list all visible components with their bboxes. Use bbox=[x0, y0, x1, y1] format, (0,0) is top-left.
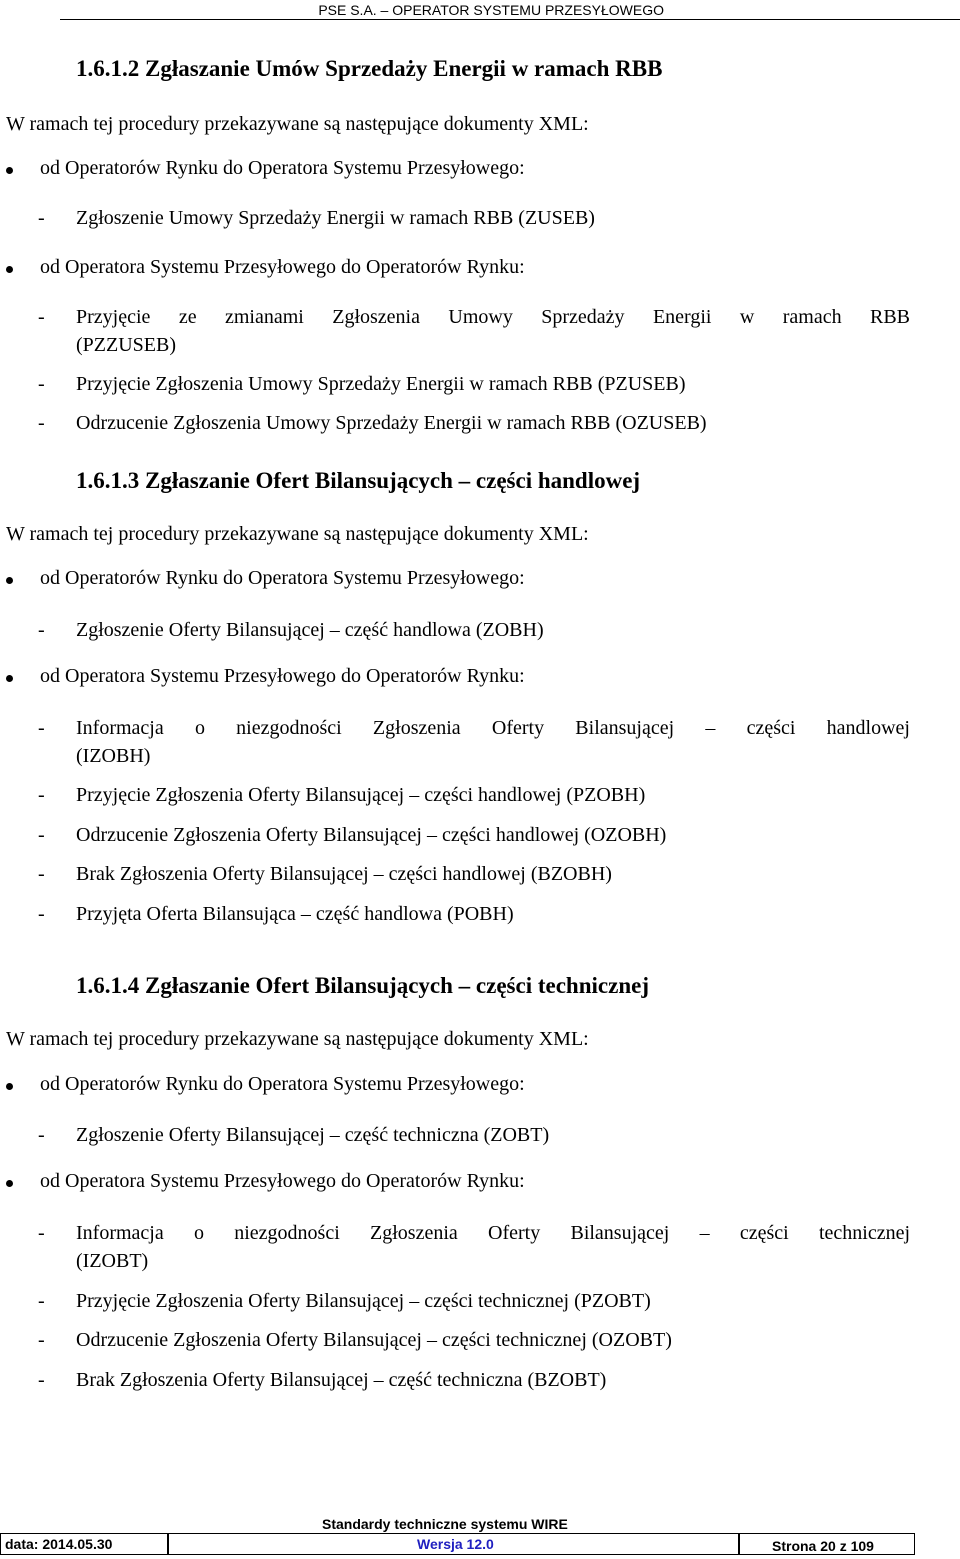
footer-title: Standardy techniczne systemu WIRE bbox=[322, 1516, 568, 1532]
bullet-icon bbox=[6, 1083, 13, 1090]
section-intro: W ramach tej procedury przekazywane są następujące dokumenty XML: bbox=[6, 1028, 589, 1050]
footer-date-cell bbox=[0, 1533, 168, 1555]
list-item-continuation: (PZZUSEB) bbox=[76, 334, 176, 356]
bullet-item: od Operatorów Rynku do Operatora Systemu Przesyłowego: bbox=[0, 1073, 960, 1099]
footer-version: Wersja 12.0 bbox=[417, 1536, 494, 1552]
bullet-item: od Operatora Systemu Przesyłowego do Operatorów Rynku: bbox=[0, 1170, 960, 1196]
bullet-item: od Operatorów Rynku do Operatora Systemu Przesyłowego: bbox=[0, 157, 960, 183]
header-rule bbox=[60, 19, 960, 20]
bullet-icon bbox=[6, 266, 13, 273]
list-item-continuation: (IZOBT) bbox=[76, 1250, 149, 1272]
bullet-item: od Operatora Systemu Przesyłowego do Operatorów Rynku: bbox=[0, 256, 960, 282]
bullet-icon bbox=[6, 675, 13, 682]
page-footer bbox=[0, 1516, 960, 1559]
section-heading: 1.6.1.4 Zgłaszanie Ofert Bilansujących – części technicznej bbox=[76, 973, 649, 998]
bullet-item: od Operatora Systemu Przesyłowego do Operatorów Rynku: bbox=[0, 665, 960, 691]
footer-page-number: Strona 20 z 109 bbox=[772, 1538, 874, 1554]
footer-version-cell bbox=[168, 1533, 739, 1555]
bullet-item: od Operatorów Rynku do Operatora Systemu Przesyłowego: bbox=[0, 567, 960, 593]
page-header bbox=[0, 0, 960, 22]
footer-page-cell bbox=[739, 1533, 915, 1555]
section-heading: 1.6.1.3 Zgłaszanie Ofert Bilansujących – części handlowej bbox=[76, 468, 641, 493]
bullet-icon bbox=[6, 577, 13, 584]
section-intro: W ramach tej procedury przekazywane są następujące dokumenty XML: bbox=[6, 113, 589, 135]
section-intro: W ramach tej procedury przekazywane są następujące dokumenty XML: bbox=[6, 523, 589, 545]
header-title: PSE S.A. – OPERATOR SYSTEMU PRZESYŁOWEGO bbox=[318, 2, 664, 18]
bullet-icon bbox=[6, 167, 13, 174]
list-item-continuation: (IZOBH) bbox=[76, 745, 151, 767]
bullet-icon bbox=[6, 1180, 13, 1187]
section-heading: 1.6.1.2 Zgłaszanie Umów Sprzedaży Energii w ramach RBB bbox=[76, 56, 663, 81]
footer-date: data: 2014.05.30 bbox=[5, 1536, 113, 1552]
